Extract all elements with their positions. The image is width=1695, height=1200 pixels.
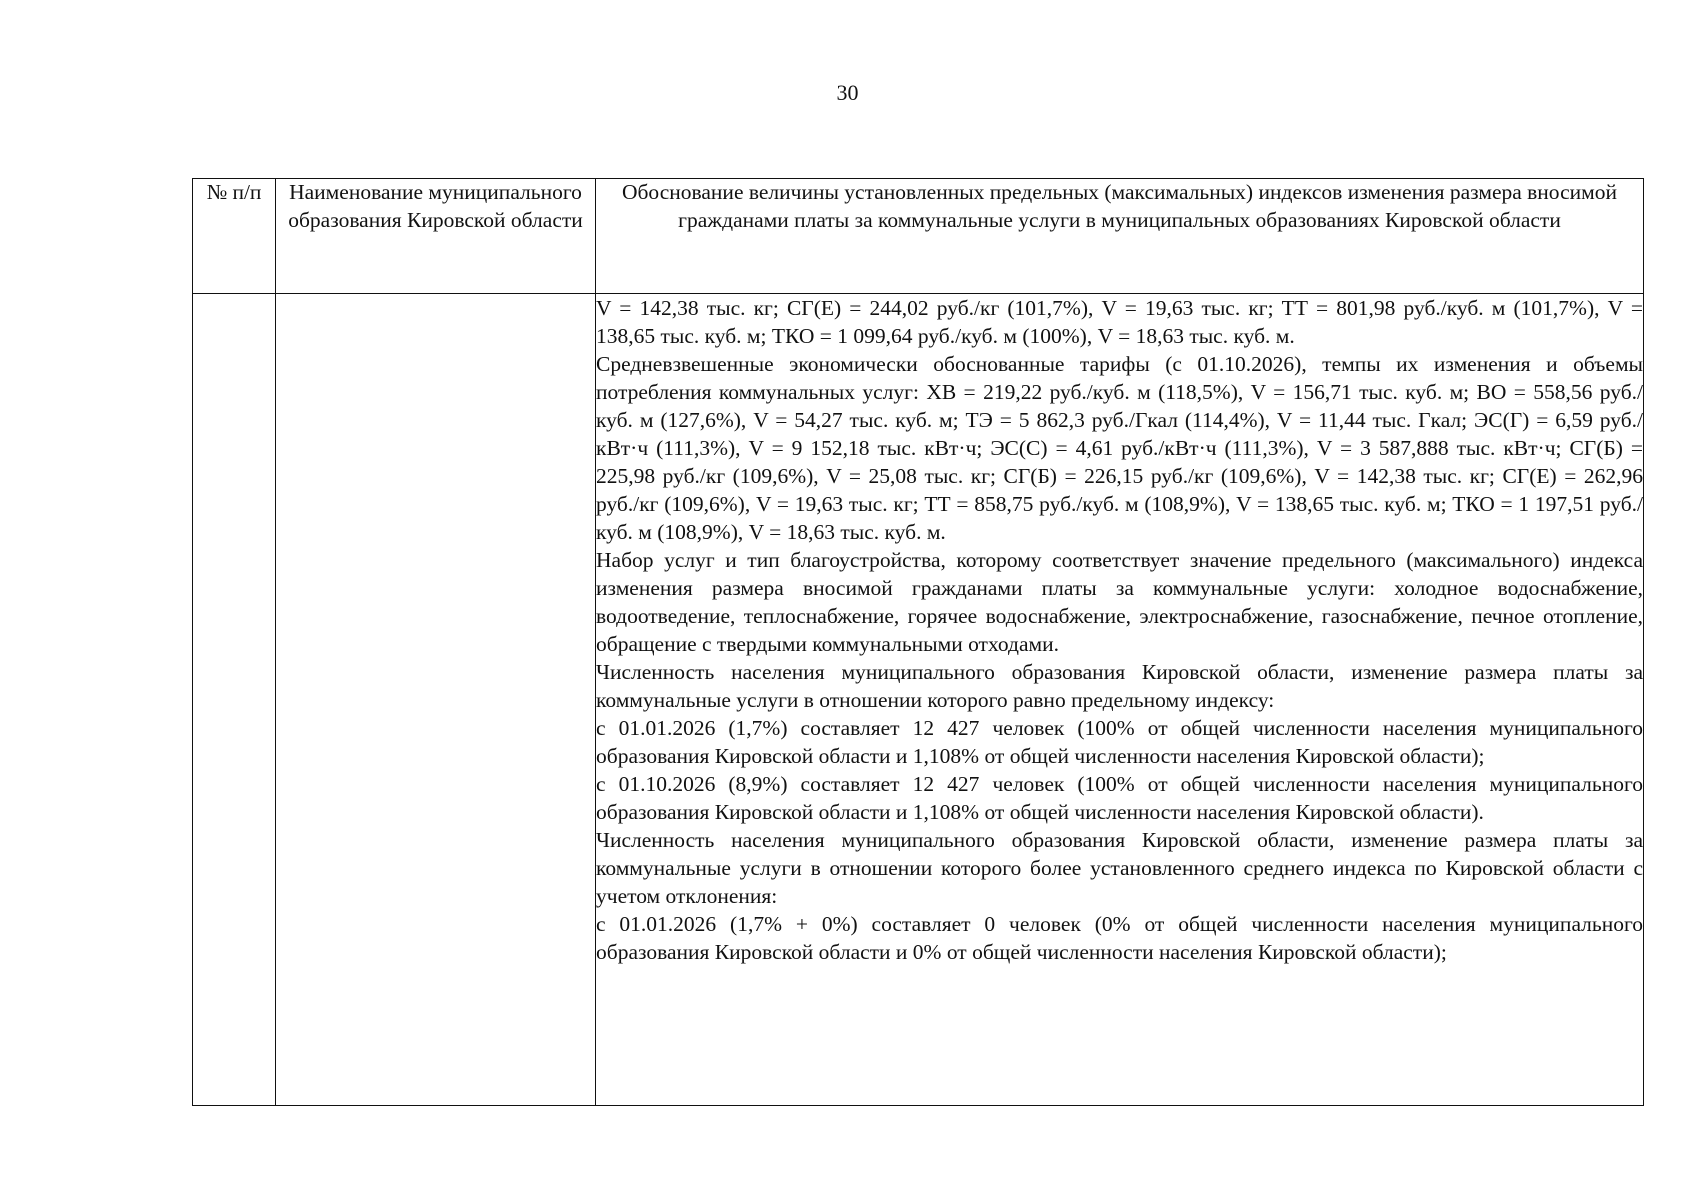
tariff-index-table bbox=[192, 178, 1644, 1106]
paragraph-population-from-01-01-2026: с 01.01.2026 (1,7%) составляет 12 427 человек (100% от общей численности населения муниципального образования Кировской области и 1,108% от общей численности населения Кировской области); bbox=[596, 716, 1643, 768]
header-rationale: Обоснование величины установленных предельных (максимальных) индексов изменения размера вносимой гражданами платы за коммунальные услуги в муниципальных образованиях Кировской области bbox=[596, 179, 1644, 294]
row-name-cell bbox=[276, 294, 596, 1106]
table-header-row bbox=[193, 179, 1644, 294]
paragraph-population-from-01-10-2026: с 01.10.2026 (8,9%) составляет 12 427 человек (100% от общей численности населения муниципального образования Кировской области и 1,108% от общей численности населения Кировской области). bbox=[596, 772, 1643, 824]
paragraph-services-set: Набор услуг и тип благоустройства, которому соответствует значение предельного (максимального) индекса изменения размера вносимой гражданами платы за коммунальные услуги: холодное водоснабжение, водоотведение, теплоснабжение, горячее водоснабжение, электроснабжение, газоснабжение, печное отопление, обращение с твердыми коммунальными отходами. bbox=[596, 548, 1643, 656]
header-number: № п/п bbox=[193, 179, 276, 294]
page-number: 30 bbox=[836, 80, 859, 105]
header-municipality-name: Наименование муниципального образования Кировской области bbox=[276, 179, 596, 294]
paragraph-population-above-average-01-01-2026: с 01.01.2026 (1,7% + 0%) составляет 0 человек (0% от общей численности населения муниципального образования Кировской области и 0% от общей численности населения Кировской области); bbox=[596, 912, 1643, 964]
paragraph-population-above-average-heading: Численность населения муниципального образования Кировской области, изменение размера платы за коммунальные услуги в отношении которого более установленного среднего индекса по Кировской области с учетом отклонения: bbox=[596, 828, 1643, 908]
row-rationale-cell bbox=[596, 294, 1644, 1106]
paragraph-population-equal-index-heading: Численность населения муниципального образования Кировской области, изменение размера платы за коммунальные услуги в отношении которого равно предельному индексу: bbox=[596, 660, 1643, 712]
table-row bbox=[193, 294, 1644, 1106]
paragraph-volumes-continuation: V = 142,38 тыс. кг; СГ(Е) = 244,02 руб./кг (101,7%), V = 19,63 тыс. кг; ТТ = 801,98 руб./куб. м (101,7%), V = 138,65 тыс. куб. м; ТКО = 1 099,64 руб./куб. м (100%), V = 18,63 тыс. куб. м. bbox=[596, 296, 1643, 348]
row-number-cell bbox=[193, 294, 276, 1106]
paragraph-tariffs-from-01-10-2026: Средневзвешенные экономически обоснованные тарифы (с 01.10.2026), темпы их изменения и объемы потребления коммунальных услуг: ХВ = 219,22 руб./куб. м (118,5%), V = 156,71 тыс. куб. м; ВО = 558,56 руб./куб. м (127,6%), V = 54,27 тыс. куб. м; ТЭ = 5 862,3 руб./Гкал (114,4%), V = 11,44 тыс. Гкал; ЭС(Г) = 6,59 руб./кВт·ч (111,3%), V = 9 152,18 тыс. кВт·ч; ЭС(С) = 4,61 руб./кВт·ч (111,3%), V = 3 587,888 тыс. кВт·ч; СГ(Б) = 225,98 руб./кг (109,6%), V = 25,08 тыс. кг; СГ(Б) = 226,15 руб./кг (109,6%), V = 142,38 тыс. кг; СГ(Е) = 262,96 руб./кг (109,6%), V = 19,63 тыс. кг; ТТ = 858,75 руб./куб. м (108,9%), V = 138,65 тыс. куб. м; ТКО = 1 197,51 руб./куб. м (108,9%), V = 18,63 тыс. куб. м. bbox=[596, 352, 1643, 544]
